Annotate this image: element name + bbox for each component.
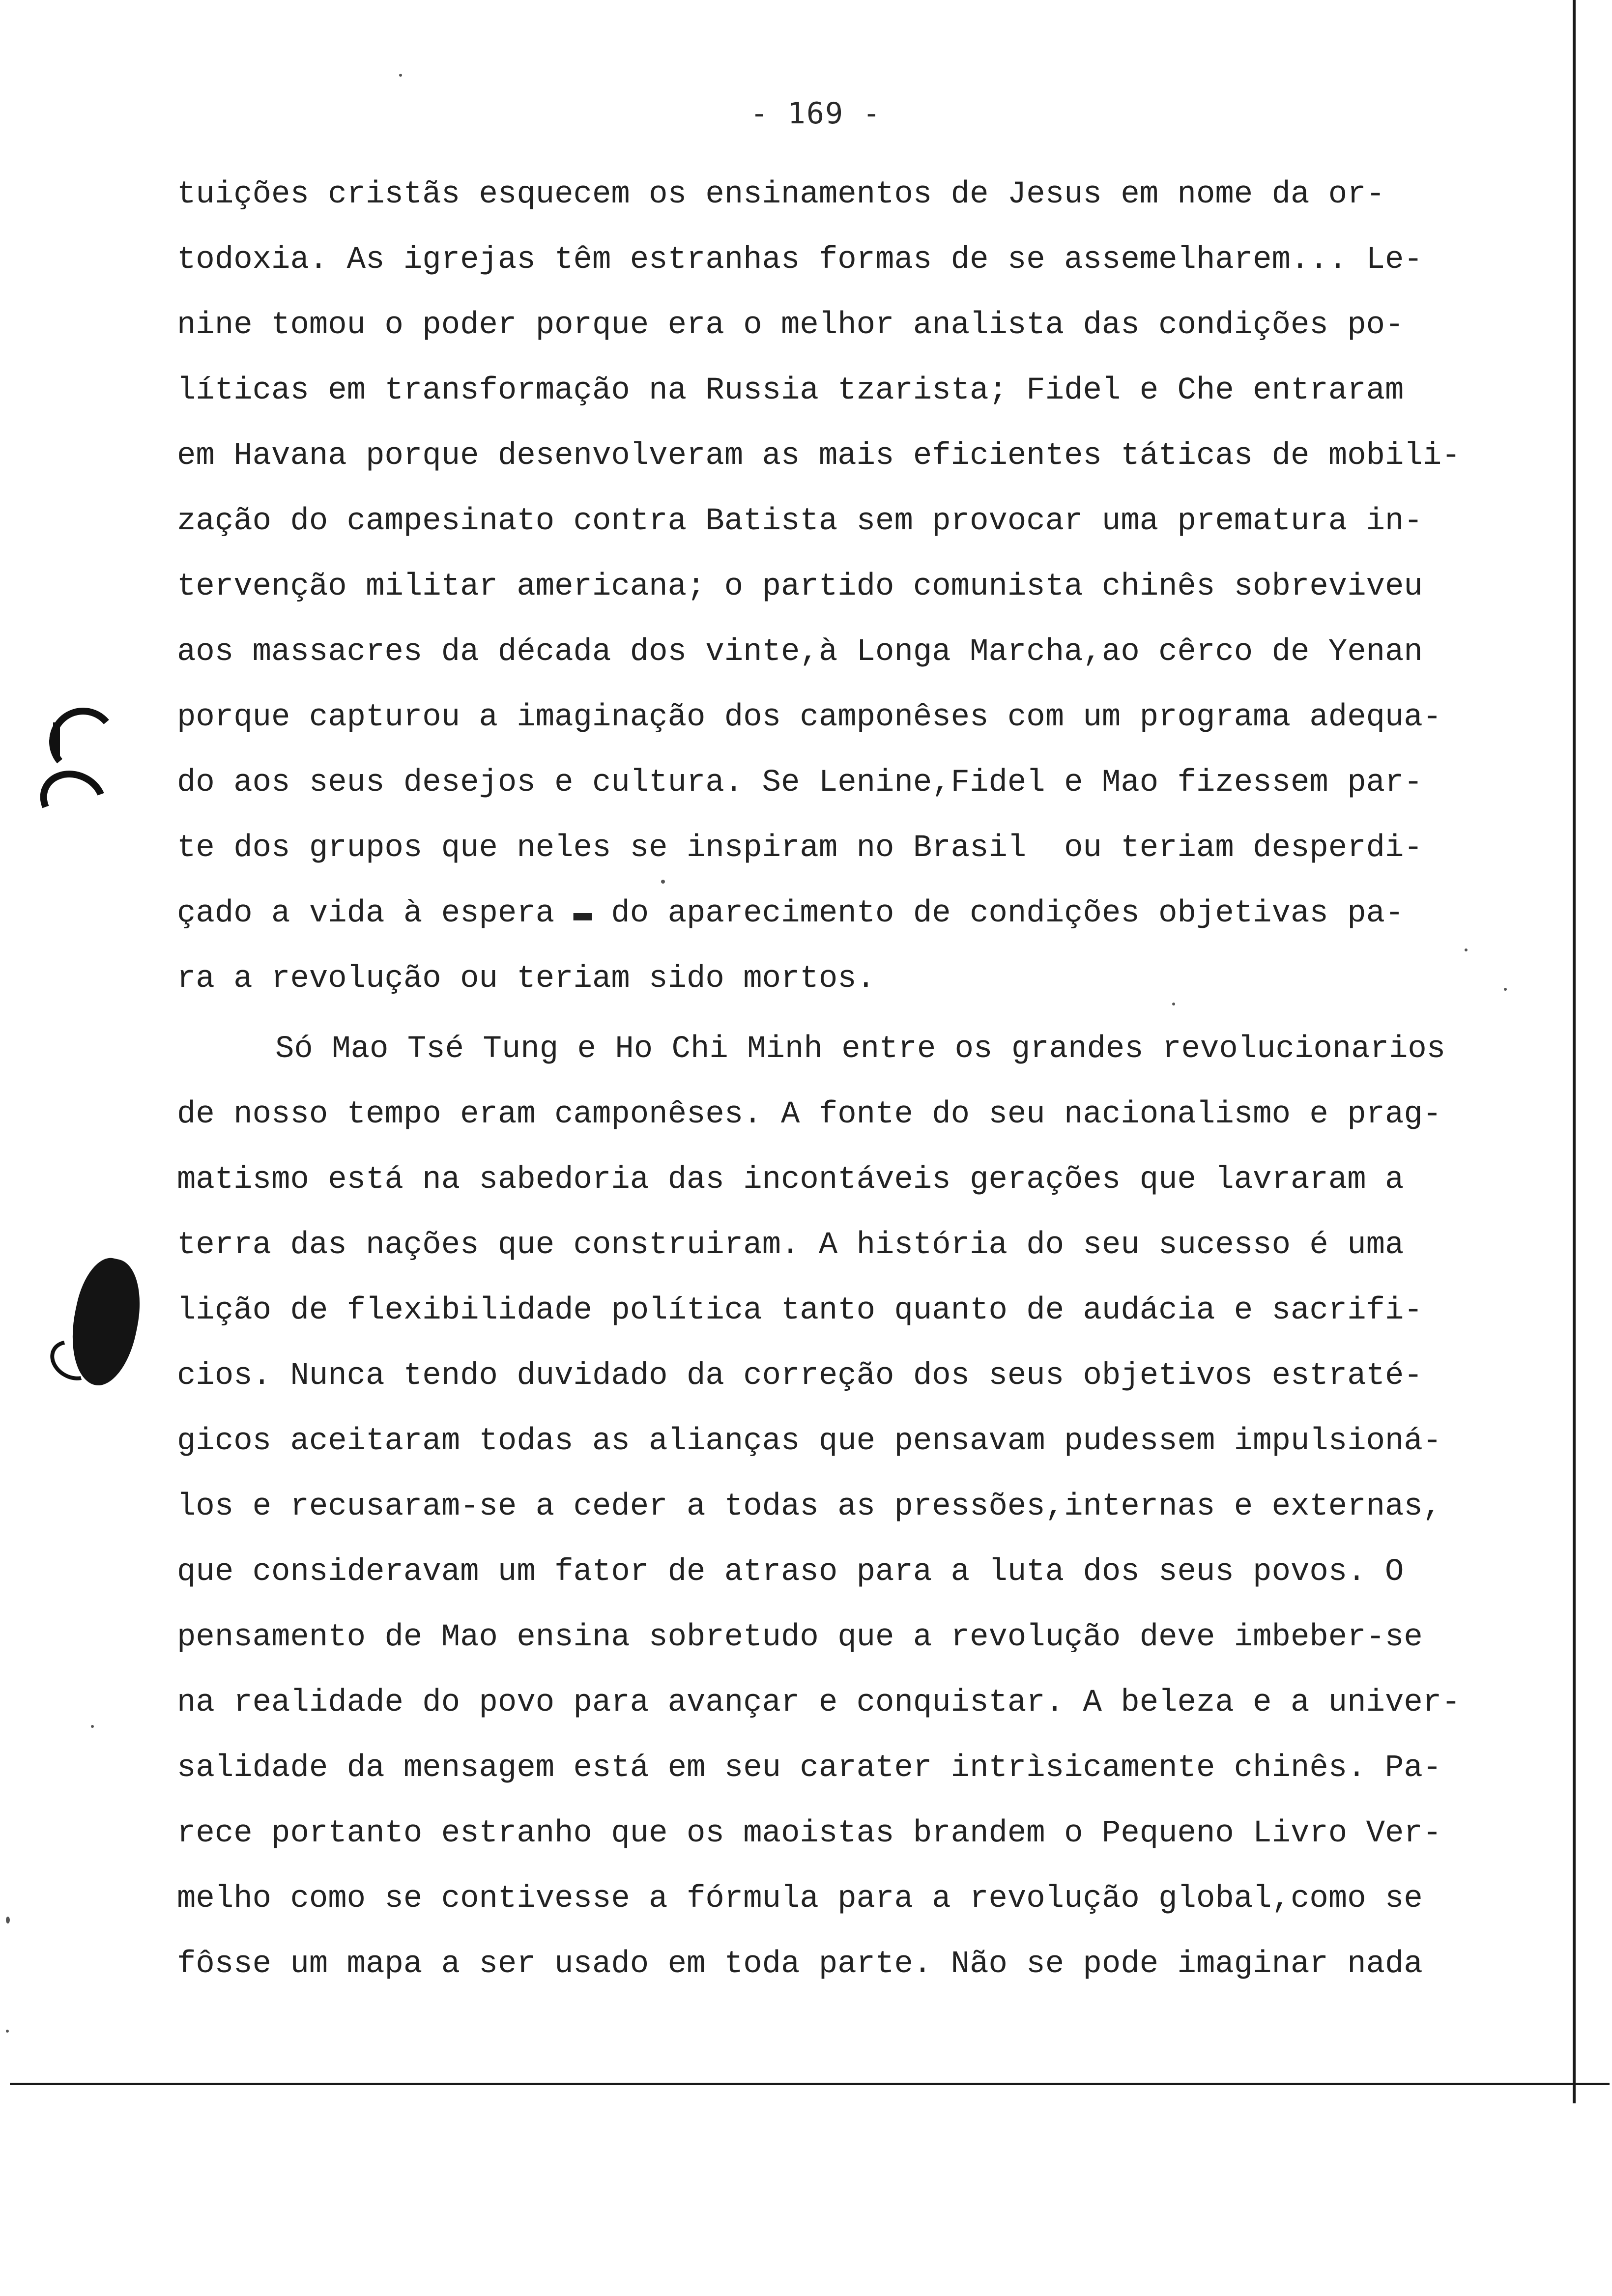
body-text <box>177 162 1533 1997</box>
bottom-rule-tick <box>1570 2083 1610 2085</box>
scan-speck <box>1504 988 1507 991</box>
text-line: matismo está na sabedoria das incontáveis gerações que lavraram a <box>177 1162 1404 1198</box>
text-line: çado a vida à espera ▬ do aparecimento de condições objetivas pa- <box>177 896 1404 931</box>
text-line: lição de flexibilidade política tanto quanto de audácia e sacrifi- <box>177 1293 1423 1328</box>
scan-speck <box>399 74 402 77</box>
text-line: do aos seus desejos e cultura. Se Lenine,Fidel e Mao fizessem par- <box>177 765 1423 801</box>
text-line: tervenção militar americana; o partido comunista chinês sobreviveu <box>177 569 1423 604</box>
text-line: los e recusaram-se a ceder a todas as pressões,internas e externas, <box>177 1489 1442 1524</box>
text-line: em Havana porque desenvolveram as mais eficientes táticas de mobili- <box>177 438 1461 474</box>
text-line: porque capturou a imaginação dos camponêses com um programa adequa- <box>177 700 1442 735</box>
paragraph-gap <box>177 1012 1533 1017</box>
scan-speck <box>1172 1003 1175 1005</box>
text-line: fôsse um mapa a ser usado em toda parte. Não se pode imaginar nada <box>177 1947 1423 1982</box>
scan-speck <box>6 2030 9 2033</box>
scan-speck <box>6 1917 10 1923</box>
text-line: aos massacres da década dos vinte,à Longa Marcha,ao cêrco de Yenan <box>177 634 1423 670</box>
text-line: melho como se contivesse a fórmula para a revolução global,como se <box>177 1881 1423 1917</box>
text-line: que consideravam um fator de atraso para a luta dos seus povos. O <box>177 1554 1404 1590</box>
text-line: salidade da mensagem está em seu carater intrìsicamente chinês. Pa- <box>177 1751 1442 1786</box>
text-line: ra a revolução ou teriam sido mortos. <box>177 961 876 997</box>
scan-speck <box>661 880 665 884</box>
page-number: - 169 - <box>750 96 882 131</box>
text-line: rece portanto estranho que os maoistas brandem o Pequeno Livro Ver- <box>177 1816 1442 1851</box>
text-line: cios. Nunca tendo duvidado da correção dos seus objetivos estraté- <box>177 1358 1423 1394</box>
text-line: pensamento de Mao ensina sobretudo que a revolução deve imbeber-se <box>177 1620 1423 1655</box>
text-line: de nosso tempo eram camponêses. A fonte do seu nacionalismo e prag- <box>177 1097 1442 1132</box>
text-line: tuições cristãs esquecem os ensinamentos de Jesus em nome da or- <box>177 177 1385 212</box>
text-line: líticas em transformação na Russia tzarista; Fidel e Che entraram <box>177 373 1404 408</box>
paragraph-2 <box>177 1017 1533 1997</box>
text-line: te dos grupos que neles se inspiram no Brasil ou teriam desperdi- <box>177 831 1423 866</box>
binding-mark-lower <box>30 760 116 841</box>
text-line: nine tomou o poder porque era o melhor analista das condições po- <box>177 308 1404 343</box>
text-line: Só Mao Tsé Tung e Ho Chi Minh entre os grandes revolucionarios <box>275 1032 1446 1067</box>
text-line: gicos aceitaram todas as alianças que pensavam pudessem impulsioná- <box>177 1424 1442 1459</box>
right-margin-rule <box>1573 0 1576 2103</box>
bottom-rule <box>10 2083 1573 2085</box>
scan-speck <box>1465 948 1468 951</box>
text-line: na realidade do povo para avançar e conquistar. A beleza e a univer- <box>177 1685 1461 1721</box>
text-line: todoxia. As igrejas têm estranhas formas de se assemelharem... Le- <box>177 242 1423 278</box>
text-line: terra das nações que construiram. A história do seu sucesso é uma <box>177 1228 1404 1263</box>
scan-speck <box>91 1725 94 1728</box>
paragraph-1 <box>177 162 1533 1012</box>
binding-mark-stem <box>53 722 60 757</box>
text-line: zação do campesinato contra Batista sem provocar uma prematura in- <box>177 504 1423 539</box>
